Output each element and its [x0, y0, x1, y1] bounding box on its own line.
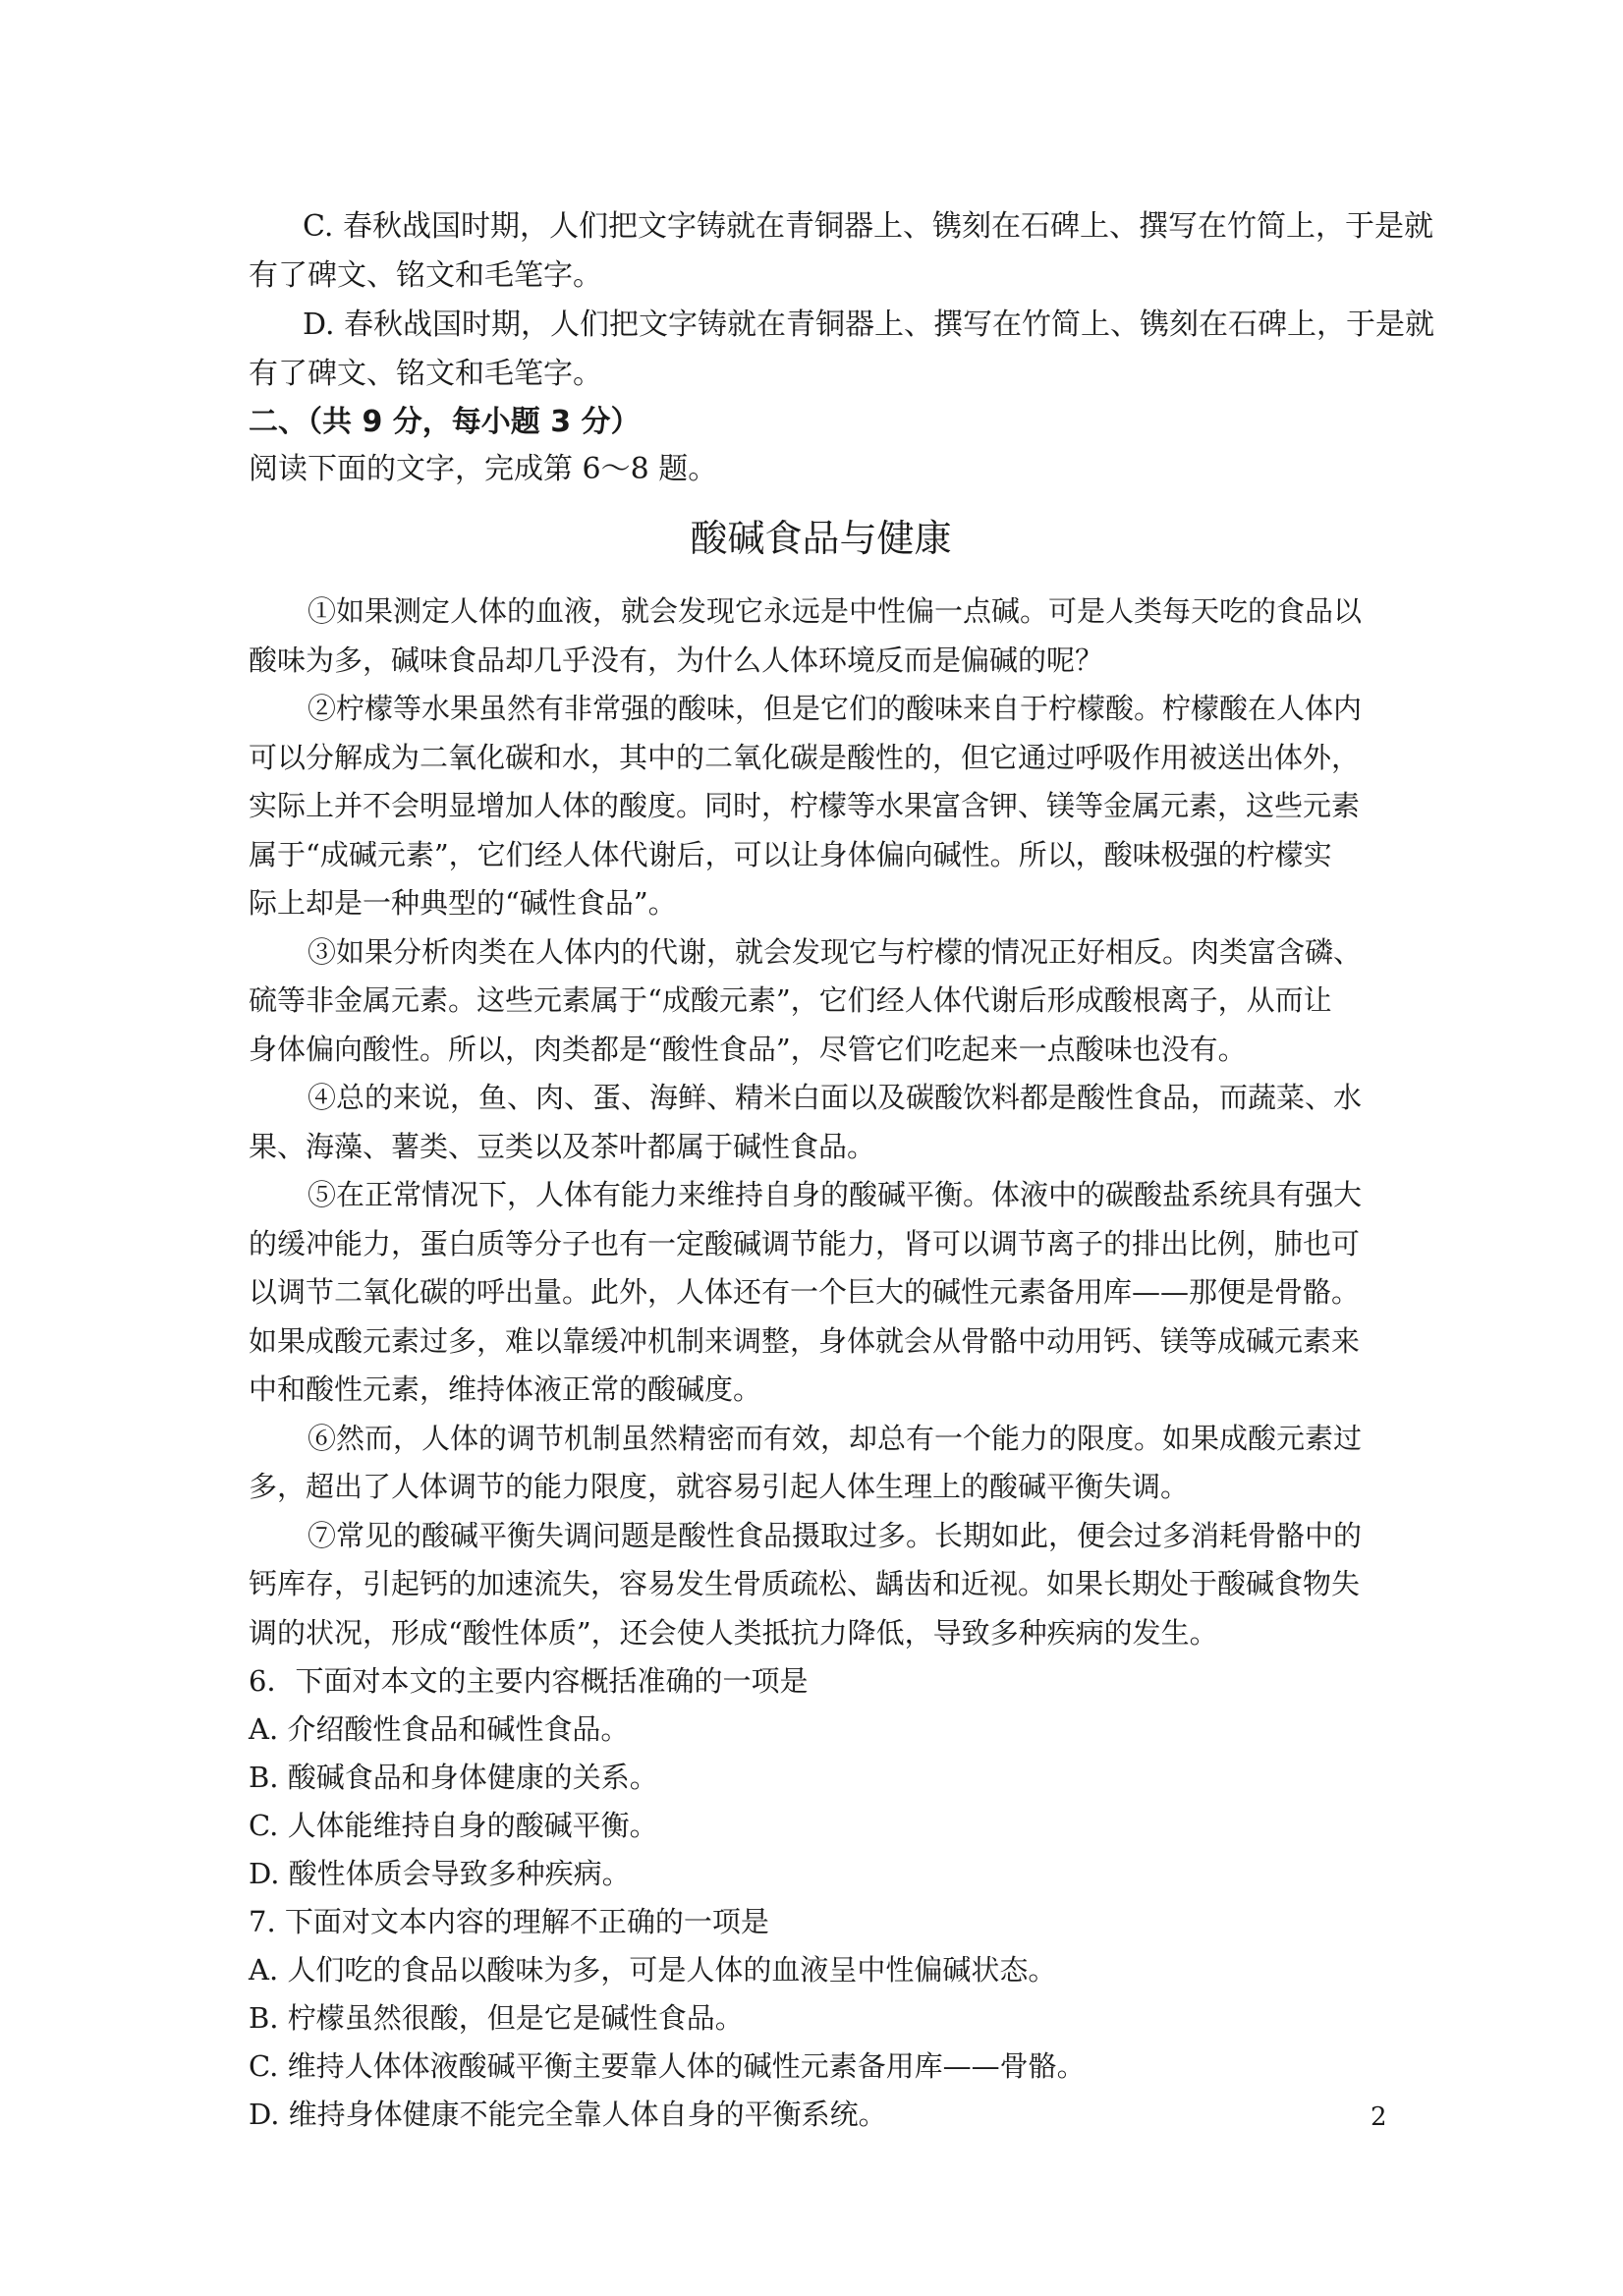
article-title: 酸碱食品与健康	[690, 517, 952, 560]
question-option: C. 维持人体体液酸碱平衡主要靠人体的碱性元素备用库——骨骼。	[249, 2049, 1086, 2083]
article-paragraph-3	[249, 928, 1393, 1075]
article-line: 钙库存，引起钙的加速流失，容易发生骨质疏松、龋齿和近视。如果长期处于酸碱食物失	[249, 1567, 1361, 1600]
article-paragraph-1	[249, 588, 1393, 685]
article-line: 调的状况，形成“酸性体质”，还会使人类抵抗力降低，导致多种疾病的发生。	[249, 1615, 1218, 1650]
question-option: A. 介绍酸性食品和碱性食品。	[249, 1712, 630, 1746]
article-paragraph-7	[249, 1512, 1393, 1658]
article-line: ④总的来说，鱼、肉、蛋、海鲜、精米白面以及碳酸饮料都是酸性食品，而蔬菜、水	[308, 1081, 1363, 1114]
option-c-top	[249, 202, 1433, 301]
option-d-top	[249, 301, 1435, 399]
article-line: ⑤在正常情况下，人体有能力来维持自身的酸碱平衡。体液中的碳酸盐系统具有强大	[308, 1178, 1363, 1211]
option-line: 有了碑文、铭文和毛笔字。	[249, 357, 602, 391]
article-line: 属于“成碱元素”，它们经人体代谢后，可以让身体偏向碱性。所以，酸味极强的柠檬实	[249, 837, 1332, 871]
article-line: ⑥然而，人体的调节机制虽然精密而有效，却总有一个能力的限度。如果成酸元素过	[308, 1421, 1363, 1455]
question-6	[249, 1657, 1393, 1898]
article-line: 硫等非金属元素。这些元素属于“成酸元素”，它们经人体代谢后形成酸根离子，从而让	[249, 983, 1332, 1017]
question-option: D. 酸性体质会导致多种疾病。	[249, 1857, 631, 1890]
article-line: ⑦常见的酸碱平衡失调问题是酸性食品摄取过多。长期如此，便会过多消耗骨骼中的	[308, 1518, 1363, 1552]
article-line: 身体偏向酸性。所以，肉类都是“酸性食品”，尽管它们吃起来一点酸味也没有。	[249, 1032, 1247, 1066]
question-stem: 6．下面对本文的主要内容概括准确的一项是	[249, 1664, 809, 1698]
article-paragraph-5	[249, 1171, 1393, 1415]
section-heading: 二、（共 9 分，每小题 3 分）	[249, 405, 641, 439]
article-line: 的缓冲能力，蛋白质等分子也有一定酸碱调节能力，肾可以调节离子的排出比例，肺也可	[249, 1226, 1361, 1260]
article-line: 果、海藻、薯类、豆类以及茶叶都属于碱性食品。	[249, 1129, 876, 1163]
question-option: B. 柠檬虽然很酸，但是它是碱性食品。	[249, 2001, 744, 2035]
page-content	[249, 202, 1435, 2139]
option-line: C. 春秋战国时期，人们把文字铸就在青铜器上、镌刻在石碑上、撰写在竹简上，于是就	[303, 209, 1433, 244]
article-line: 以调节二氧化碳的呼出量。此外，人体还有一个巨大的碱性元素备用库——那便是骨骼。	[249, 1275, 1361, 1309]
question-option: C. 人体能维持自身的酸碱平衡。	[249, 1809, 658, 1842]
article-line: ③如果分析肉类在人体内的代谢，就会发现它与柠檬的情况正好相反。肉类富含磷、	[308, 934, 1363, 969]
article-line: 多，超出了人体调节的能力限度，就容易引起人体生理上的酸碱平衡失调。	[249, 1470, 1190, 1503]
article-line: ①如果测定人体的血液，就会发现它永远是中性偏一点碱。可是人类每天吃的食品以	[308, 594, 1363, 628]
page-number: 2	[1371, 2102, 1387, 2132]
article-paragraph-2	[249, 685, 1393, 928]
question-option: A. 人们吃的食品以酸味为多，可是人体的血液呈中性偏碱状态。	[249, 1953, 1057, 1987]
option-line: D. 春秋战国时期，人们把文字铸就在青铜器上、撰写在竹简上、镌刻在石碑上，于是就	[303, 308, 1435, 342]
question-option: D. 维持身体健康不能完全靠人体自身的平衡系统。	[249, 2098, 887, 2131]
article-line: 中和酸性元素，维持体液正常的酸碱度。	[249, 1372, 762, 1406]
article-paragraph-4	[249, 1074, 1393, 1171]
article-paragraph-6	[249, 1415, 1393, 1512]
question-7	[249, 1898, 1393, 2139]
article-line: 酸味为多，碱味食品却几乎没有，为什么人体环境反而是偏碱的呢？	[249, 643, 1104, 677]
question-option: B. 酸碱食品和身体健康的关系。	[249, 1761, 658, 1794]
option-line: 有了碑文、铭文和毛笔字。	[249, 258, 602, 293]
article-line: 际上却是一种典型的“碱性食品”。	[249, 886, 677, 920]
article-line: 可以分解成为二氧化碳和水，其中的二氧化碳是酸性的，但它通过呼吸作用被送出体外，	[249, 740, 1361, 774]
article-line: ②柠檬等水果虽然有非常强的酸味，但是它们的酸味来自于柠檬酸。柠檬酸在人体内	[308, 692, 1363, 725]
section-instruction: 阅读下面的文字，完成第 6～8 题。	[249, 452, 718, 486]
question-stem: 7. 下面对文本内容的理解不正确的一项是	[249, 1905, 769, 1938]
article-line: 实际上并不会明显增加人体的酸度。同时，柠檬等水果富含钾、镁等金属元素，这些元素	[249, 789, 1361, 822]
article-line: 如果成酸元素过多，难以靠缓冲机制来调整，身体就会从骨骼中动用钙、镁等成碱元素来	[249, 1323, 1361, 1358]
